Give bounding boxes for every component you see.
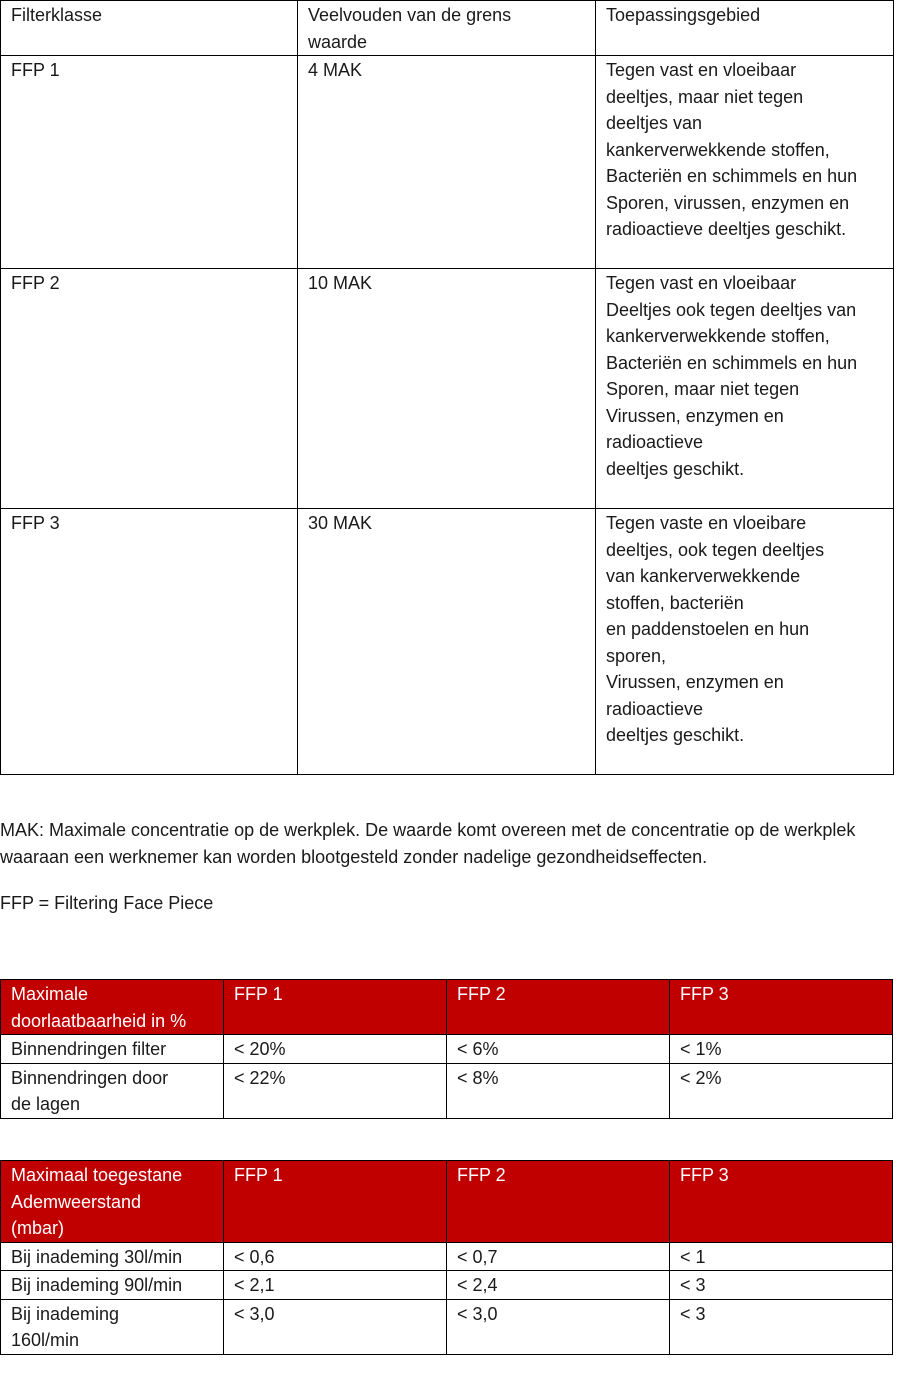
- cell-ffp2: < 3,0: [447, 1299, 670, 1354]
- header-toepassingsgebied: Toepassingsgebied: [596, 1, 894, 56]
- cell-ffp1: < 3,0: [224, 1299, 447, 1354]
- header-ffp1: FFP 1: [224, 980, 447, 1035]
- cell-ffp1: < 22%: [224, 1063, 447, 1118]
- header-ffp1: FFP 1: [224, 1161, 447, 1243]
- cell-label: Bij inademing 160l/min: [1, 1299, 224, 1354]
- cell-veelvoud: 4 MAK: [298, 56, 596, 269]
- table-header-row: [1, 1161, 893, 1243]
- table-row: [1, 56, 894, 269]
- cell-toepassing: Tegen vaste en vloeibare deeltjes, ook tegen deeltjes van kankerverwekkende stoffen, bacteriën en paddenstoelen en hun sporen, Virussen, enzymen en radioactieve deeltjes geschikt.: [596, 509, 894, 775]
- table-row: [1, 1035, 893, 1064]
- table-header-row: [1, 980, 893, 1035]
- cell-ffp1: < 20%: [224, 1035, 447, 1064]
- doorlaatbaarheid-table: [0, 979, 893, 1119]
- table-row: [1, 269, 894, 509]
- table-header-row: [1, 1, 894, 56]
- header-veelvouden: Veelvouden van de grens waarde: [298, 1, 596, 56]
- cell-klasse: FFP 3: [1, 509, 298, 775]
- table-row: [1, 1242, 893, 1271]
- table-row: [1, 1063, 893, 1118]
- ffp-definition: FFP = Filtering Face Piece: [0, 893, 214, 913]
- cell-ffp1: < 2,1: [224, 1271, 447, 1300]
- cell-ffp1: < 0,6: [224, 1242, 447, 1271]
- cell-label: Binnendringen filter: [1, 1035, 224, 1064]
- cell-veelvoud: 30 MAK: [298, 509, 596, 775]
- table-row: [1, 509, 894, 775]
- cell-klasse: FFP 1: [1, 56, 298, 269]
- cell-veelvoud: 10 MAK: [298, 269, 596, 509]
- cell-ffp3: < 3: [670, 1299, 893, 1354]
- ademweerstand-table: [0, 1160, 893, 1355]
- header-filterklasse: Filterklasse: [1, 1, 298, 56]
- cell-klasse: FFP 2: [1, 269, 298, 509]
- cell-ffp3: < 1%: [670, 1035, 893, 1064]
- header-ffp3: FFP 3: [670, 980, 893, 1035]
- cell-label: Bij inademing 90l/min: [1, 1271, 224, 1300]
- header-ffp2: FFP 2: [447, 980, 670, 1035]
- cell-ffp2: < 0,7: [447, 1242, 670, 1271]
- cell-ffp3: < 3: [670, 1271, 893, 1300]
- header-ffp2: FFP 2: [447, 1161, 670, 1243]
- cell-ffp2: < 8%: [447, 1063, 670, 1118]
- header-ademweerstand: Maximaal toegestane Ademweerstand (mbar): [1, 1161, 224, 1243]
- header-doorlaatbaarheid: Maximale doorlaatbaarheid in %: [1, 980, 224, 1035]
- cell-ffp2: < 2,4: [447, 1271, 670, 1300]
- cell-ffp3: < 1: [670, 1242, 893, 1271]
- cell-label: Bij inademing 30l/min: [1, 1242, 224, 1271]
- cell-label: Binnendringen door de lagen: [1, 1063, 224, 1118]
- cell-toepassing: Tegen vast en vloeibaar Deeltjes ook tegen deeltjes van kankerverwekkende stoffen, Bacteriën en schimmels en hun Sporen, maar niet tegen Virussen, enzymen en radioactieve deeltjes geschikt.: [596, 269, 894, 509]
- mak-definition: MAK: Maximale concentratie op de werkplek. De waarde komt overeen met de concentratie op de werkplek waaraan een werknemer kan worden blootgesteld zonder nadelige gezondheidseffecten.: [0, 820, 856, 867]
- cell-ffp3: < 2%: [670, 1063, 893, 1118]
- table-row: [1, 1271, 893, 1300]
- cell-toepassing: Tegen vast en vloeibaar deeltjes, maar niet tegen deeltjes van kankerverwekkende stoffen, Bacteriën en schimmels en hun Sporen, virussen, enzymen en radioactieve deeltjes geschikt.: [596, 56, 894, 269]
- header-ffp3: FFP 3: [670, 1161, 893, 1243]
- table-row: [1, 1299, 893, 1354]
- cell-ffp2: < 6%: [447, 1035, 670, 1064]
